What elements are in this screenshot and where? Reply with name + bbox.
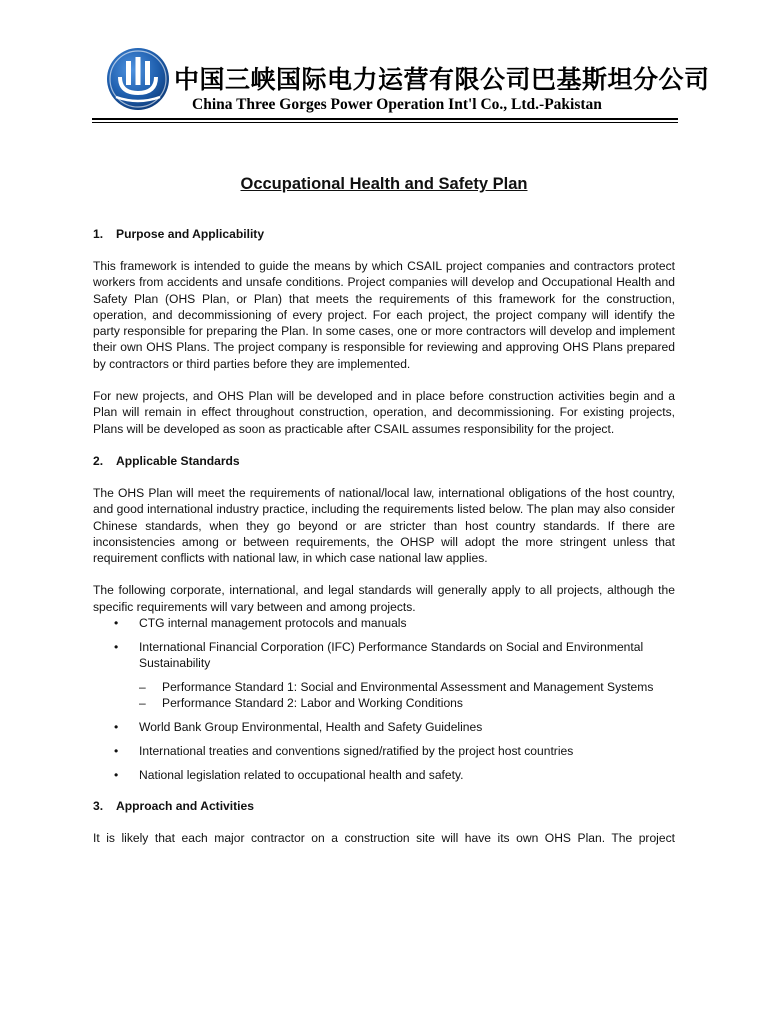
paragraph: For new projects, and OHS Plan will be developed and in place before construction activities begin and a Plan will remain in effect throughout construction, operation, and decommissioning. For existing projects, Plans will be developed as soon as practicable after CSAIL assumes responsibility for the project.	[93, 389, 675, 436]
sub-list	[139, 679, 675, 712]
document-title: Occupational Health and Safety Plan	[240, 175, 528, 193]
dash-icon: –	[139, 679, 146, 694]
list-item-text: CTG internal management protocols and manuals	[139, 616, 407, 631]
paragraph: It is likely that each major contractor on a construction site will have its own OHS Plan. The project	[93, 831, 675, 846]
section-title: Purpose and Applicability	[116, 227, 265, 241]
bullet-icon: •	[114, 639, 119, 654]
section-number: 2.	[93, 453, 104, 468]
header-rule	[92, 118, 678, 120]
sub-list-item-text: Performance Standard 2: Labor and Working Conditions	[162, 696, 463, 711]
list-item-text: World Bank Group Environmental, Health and Safety Guidelines	[139, 720, 483, 735]
section-heading	[93, 798, 675, 814]
bullet-icon: •	[114, 743, 119, 758]
bullet-icon: •	[114, 616, 119, 631]
paragraph: The following corporate, international, and legal standards will generally apply to all projects, although the specific requirements will vary between and among projects.	[93, 583, 675, 614]
sub-list-item-text: Performance Standard 1: Social and Environmental Assessment and Management Systems	[162, 679, 654, 694]
list-item-text: International treaties and conventions signed/ratified by the project host countries	[139, 743, 574, 758]
company-name-chinese: 中国三峡国际电力运营有限公司巴基斯坦分公司	[174, 65, 710, 94]
letterhead	[92, 44, 710, 124]
section-title: Applicable Standards	[116, 453, 240, 468]
standards-list	[93, 615, 675, 783]
sub-list-item	[139, 679, 675, 695]
section-number: 3.	[93, 799, 104, 814]
paragraph: This framework is intended to guide the means by which CSAIL project companies and contractors protect workers from accidents and unsafe conditions. Project companies will develop and Occupational Health and Safety Plan (OHS Plan, or Plan) that meets the requirements of this framework for the construction, operation, and decommissioning of every project. For each project, the project company will identify the party responsible for preparing the Plan. In some cases, one or more contractors will develop and implement their own OHS Plans. The project company is responsible for reviewing and approving OHS Plans prepared by contractors or third parties before they are implemented.	[93, 259, 675, 371]
section-heading	[93, 226, 675, 242]
list-item-text: National legislation related to occupational health and safety.	[139, 767, 464, 782]
list-item	[93, 615, 675, 631]
paragraph: The OHS Plan will meet the requirements of national/local law, international obligations of the host country, and good international industry practice, including the requirements listed below. The plan may also consider Chinese standards, when they go beyond or are stricter than host country standards. If there are inconsistencies among or between requirements, the OHSP will adopt the more stringent unless that requirement conflicts with national law, in which case national law applies.	[93, 485, 675, 566]
section-title: Approach and Activities	[116, 799, 254, 814]
company-name-english: China Three Gorges Power Operation Int'l Co., Ltd.-Pakistan	[192, 96, 602, 113]
dash-icon: –	[139, 696, 146, 711]
list-item-text: International Financial Corporation (IFC) Performance Standards on Social and Environmental Sustainability	[139, 639, 644, 671]
list-item	[93, 639, 675, 712]
sub-list-item	[139, 695, 675, 711]
list-item	[93, 719, 675, 735]
section-number: 1.	[93, 227, 104, 241]
bullet-icon: •	[114, 767, 119, 782]
list-item	[93, 767, 675, 783]
company-logo-icon	[106, 47, 170, 111]
section-heading	[93, 453, 675, 469]
bullet-icon: •	[114, 720, 119, 735]
header-rule-thin	[92, 122, 678, 123]
list-item	[93, 743, 675, 759]
document-body	[93, 170, 675, 847]
